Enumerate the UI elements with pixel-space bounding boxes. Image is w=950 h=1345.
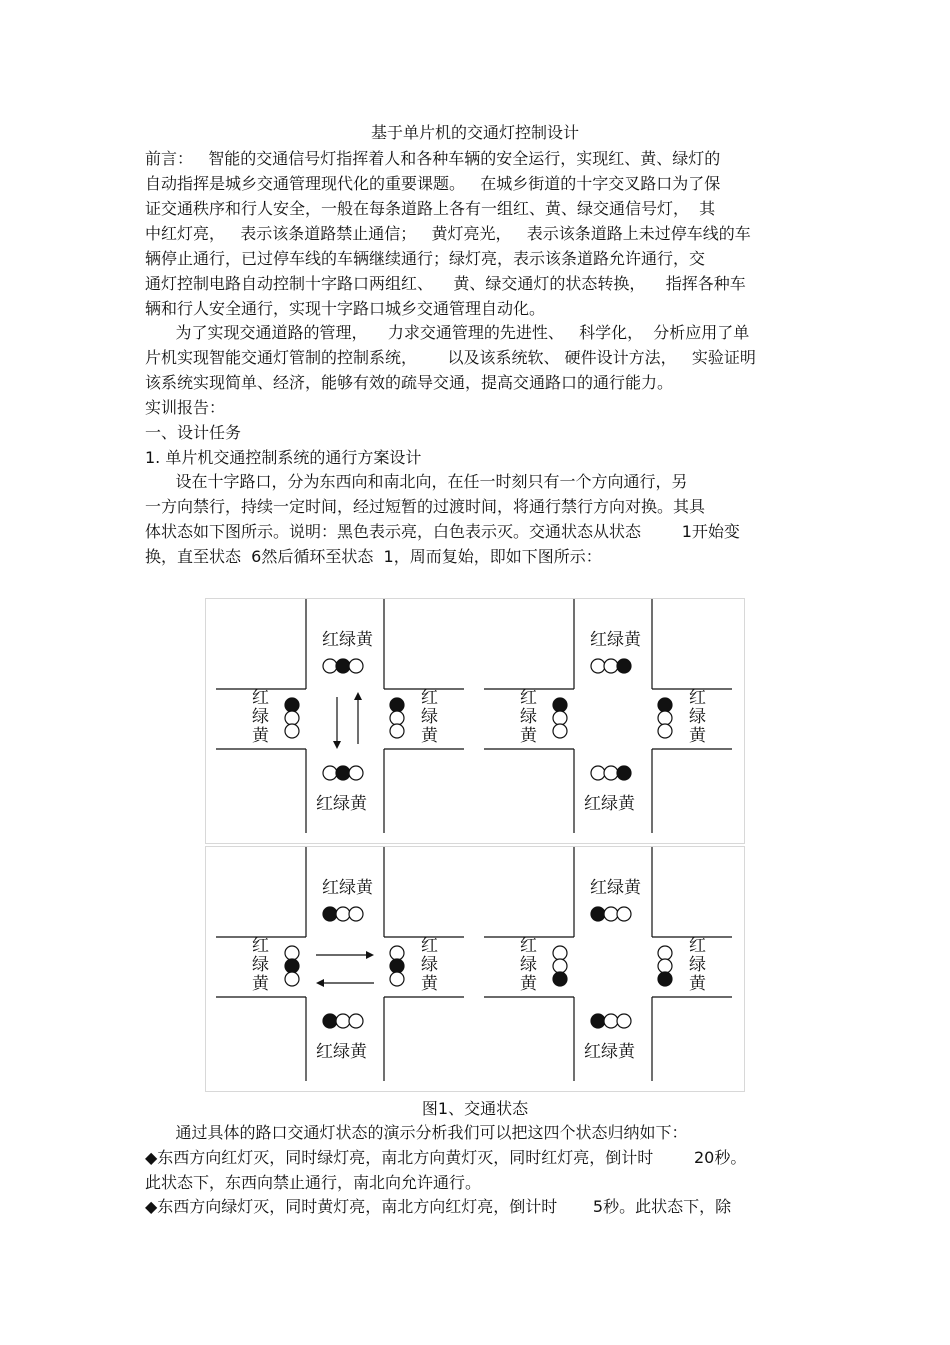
paragraph-line: 一方向禁行，持续一定时间，经过短暂的过渡时间，将通行禁行方向对换。其具 [145, 497, 706, 516]
signal-label-west: 绿 [252, 955, 269, 975]
lamp-off [553, 711, 567, 725]
lamp-off [336, 907, 350, 921]
paragraph-line: 体状态如下图所示。说明：黑色表示亮，白色表示灭。交通状态从状态 1开始变 [145, 522, 740, 541]
paragraph-line: 为了实现交通道路的管理， 力求交通管理的先进性、 科学化， 分析应用了单 [145, 323, 750, 342]
lamp-on [336, 659, 350, 673]
lamp-off [390, 724, 404, 738]
lamp-off [604, 766, 618, 780]
signal-label-south: 红绿黄 [316, 1042, 367, 1062]
lamp-on [591, 1014, 605, 1028]
lamp-off [285, 946, 299, 960]
paragraph-line: 中红灯亮， 表示该条道路禁止通信； 黄灯亮光， 表示该条道路上未过停车线的车 [145, 224, 751, 243]
intersection-diagrams-top [206, 599, 744, 843]
paragraph-line: 此状态下，东西向禁止通行，南北向允许通行。 [145, 1173, 482, 1192]
lamp-off [390, 711, 404, 725]
signal-label-east: 黄 [421, 726, 438, 746]
paragraph-line: 证交通秩序和行人安全，一般在每条道路上各有一组红、黄、绿交通信号灯， 其 [145, 199, 716, 218]
lamp-on [336, 766, 350, 780]
bullet-line: ◆东西方向红灯灭，同时绿灯亮，南北方向黄灯灭，同时红灯亮，倒计时 20秒。 [145, 1148, 747, 1167]
lamp-on [390, 698, 404, 712]
paragraph-line: 换，直至状态 6然后循环至状态 1，周而复始，即如下图所示： [145, 547, 602, 566]
lamp-on [553, 972, 567, 986]
figure-row-bottom [205, 846, 745, 1092]
lamp-off [553, 959, 567, 973]
signal-label-west: 绿 [520, 955, 537, 975]
signal-label-east: 红 [421, 936, 438, 956]
signal-label-west: 红 [520, 688, 537, 708]
lamp-off [390, 972, 404, 986]
intersection-diagrams-bottom [206, 847, 744, 1091]
paragraph-line: 通过具体的路口交通灯状态的演示分析我们可以把这四个状态归纳如下： [145, 1123, 688, 1142]
signal-label-east: 绿 [689, 707, 706, 727]
section-label: 实训报告： [145, 398, 226, 417]
lamp-on [285, 698, 299, 712]
lamp-on [658, 972, 672, 986]
signal-label-north: 红绿黄 [322, 630, 373, 650]
signal-label-east: 绿 [421, 955, 438, 975]
lamp-off [604, 907, 618, 921]
signal-label-east: 红 [689, 688, 706, 708]
lamp-off [285, 711, 299, 725]
lamp-off [604, 659, 618, 673]
paragraph-line: 通灯控制电路自动控制十字路口两组红、 黄、绿交通灯的状态转换， 指挥各种车 [145, 274, 746, 293]
paragraph-line: 自动指挥是城乡交通管理现代化的重要课题。 在城乡街道的十字交叉路口为了保 [145, 174, 721, 193]
figure-row-top [205, 598, 745, 844]
lamp-off [349, 766, 363, 780]
lamp-off [658, 711, 672, 725]
lamp-off [591, 659, 605, 673]
signal-label-south: 红绿黄 [584, 794, 635, 814]
signal-label-east: 黄 [689, 974, 706, 994]
lamp-off [285, 972, 299, 986]
signal-label-east: 绿 [689, 955, 706, 975]
section-heading: 一、设计任务 [145, 423, 242, 442]
signal-label-east: 绿 [421, 707, 438, 727]
arrow-head [354, 692, 362, 700]
paragraph-line: 前言： 智能的交通信号灯指挥着人和各种车辆的安全运行，实现红、黄、绿灯的 [145, 149, 721, 168]
signal-label-west: 黄 [252, 726, 269, 746]
signal-label-east: 黄 [689, 726, 706, 746]
traffic-state-figure [205, 598, 743, 1092]
signal-label-west: 绿 [252, 707, 269, 727]
lamp-on [617, 766, 631, 780]
lamp-off [617, 907, 631, 921]
lamp-off [553, 946, 567, 960]
lamp-on [658, 698, 672, 712]
paragraph-line: 该系统实现简单、经济，能够有效的疏导交通，提高交通路口的通行能力。 [145, 373, 674, 392]
lamp-on [390, 959, 404, 973]
signal-label-south: 红绿黄 [316, 794, 367, 814]
signal-label-west: 黄 [520, 974, 537, 994]
signal-label-west: 红 [252, 936, 269, 956]
lamp-off [591, 766, 605, 780]
lamp-off [658, 724, 672, 738]
lamp-off [553, 724, 567, 738]
document-title: 基于单片机的交通灯控制设计 [370, 123, 579, 142]
lamp-on [323, 907, 337, 921]
figure-caption: 图1、交通状态 [421, 1099, 529, 1118]
lamp-off [323, 659, 337, 673]
signal-label-west: 黄 [252, 974, 269, 994]
arrow-head [366, 951, 374, 959]
signal-label-north: 红绿黄 [322, 878, 373, 898]
lamp-on [553, 698, 567, 712]
lamp-off [604, 1014, 618, 1028]
paragraph-line: 设在十字路口，分为东西向和南北向，在任一时刻只有一个方向通行，另 [145, 472, 688, 491]
arrow-head [316, 979, 324, 987]
paragraph-line: 片机实现智能交通灯管制的控制系统， 以及该系统软、 硬件设计方法， 实验证明 [145, 348, 756, 367]
signal-label-west: 绿 [520, 707, 537, 727]
paragraph-line: 辆和行人安全通行，实现十字路口城乡交通管理自动化。 [145, 299, 546, 318]
lamp-off [658, 946, 672, 960]
lamp-off [349, 659, 363, 673]
lamp-on [285, 959, 299, 973]
lamp-on [323, 1014, 337, 1028]
signal-label-north: 红绿黄 [590, 878, 641, 898]
arrow-head [333, 741, 341, 749]
signal-label-east: 黄 [421, 974, 438, 994]
lamp-off [349, 907, 363, 921]
signal-label-north: 红绿黄 [590, 630, 641, 650]
signal-label-east: 红 [689, 936, 706, 956]
signal-label-east: 红 [421, 688, 438, 708]
lamp-off [323, 766, 337, 780]
lamp-off [349, 1014, 363, 1028]
lamp-on [617, 659, 631, 673]
lamp-off [390, 946, 404, 960]
signal-label-west: 红 [252, 688, 269, 708]
lamp-off [336, 1014, 350, 1028]
subsection-heading: 1. 单片机交通控制系统的通行方案设计 [145, 448, 422, 467]
signal-label-west: 黄 [520, 726, 537, 746]
lamp-off [285, 724, 299, 738]
signal-label-west: 红 [520, 936, 537, 956]
signal-label-south: 红绿黄 [584, 1042, 635, 1062]
lamp-on [591, 907, 605, 921]
lamp-off [658, 959, 672, 973]
lamp-off [617, 1014, 631, 1028]
paragraph-line: 辆停止通行，已过停车线的车辆继续通行；绿灯亮，表示该条道路允许通行，交 [145, 249, 706, 268]
bullet-line: ◆东西方向绿灯灭，同时黄灯亮，南北方向红灯亮，倒计时 5秒。此状态下，除 [145, 1197, 732, 1216]
